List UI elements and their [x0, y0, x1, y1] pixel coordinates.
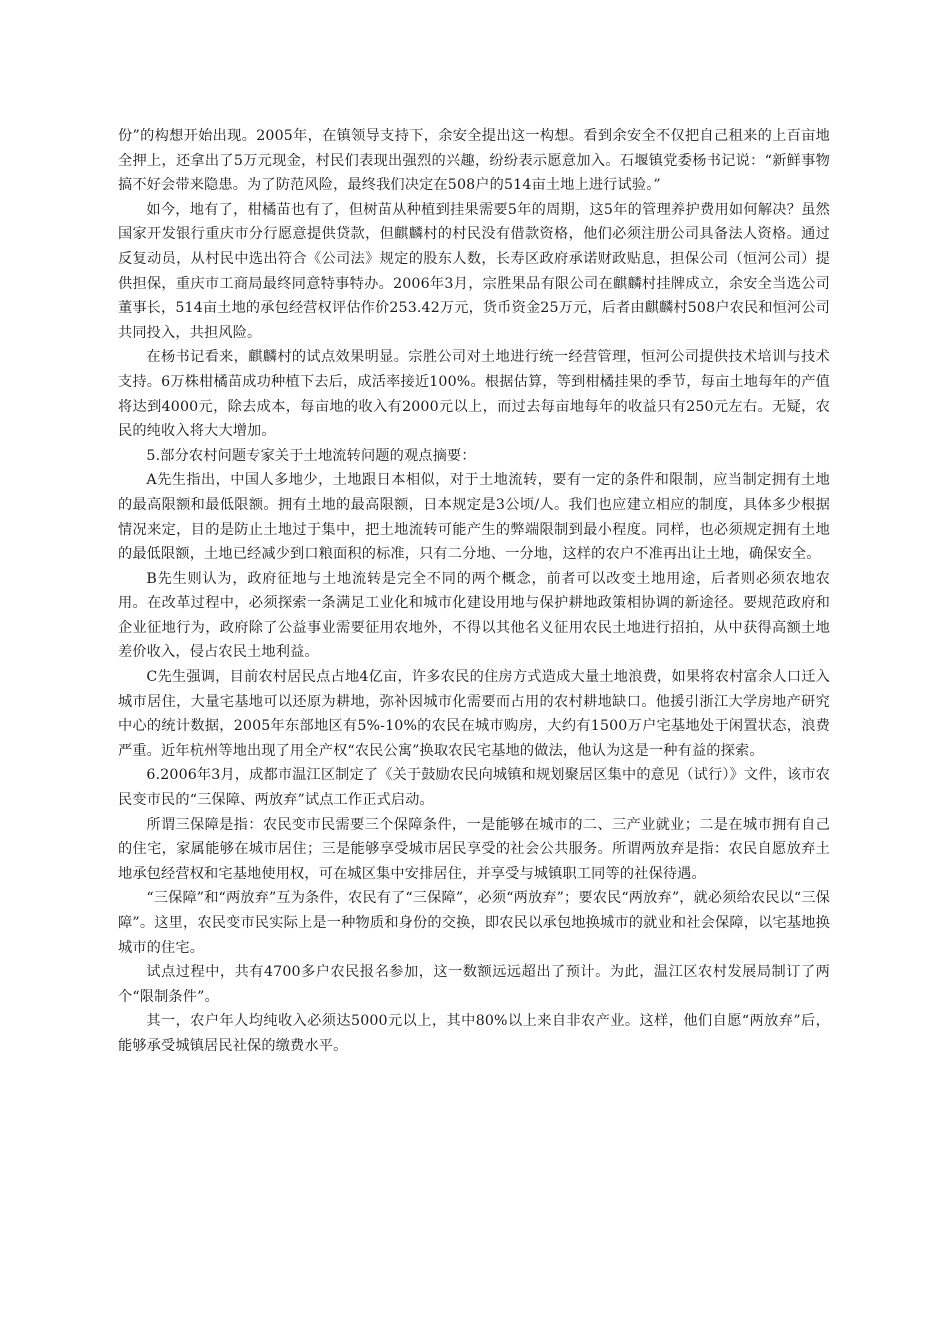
- paragraph: 6.2006年3月，成都市温江区制定了《关于鼓励农民向城镇和规划聚居区集中的意见（试行）》文件，该市农民变市民的“三保障、两放弃”试点工作正式启动。: [118, 767, 830, 809]
- paragraph: B先生则认为，政府征地与土地流转是完全不同的两个概念，前者可以改变土地用途，后者则必须农地农用。在改革过程中，必须探索一条满足工业化和城市化建设用地与保护耕地政策相协调的新途径。要规范政府和企业征地行为，政府除了公益事业需要征用农地外，不得以其他名义征用农民土地进行招拍，从中获得高额土地差价收入，侵占农民土地利益。: [118, 570, 830, 661]
- paragraph: A先生指出，中国人多地少，土地跟日本相似，对于土地流转，要有一定的条件和限制，应当制定拥有土地的最高限额和最低限额。拥有土地的最高限额，日本规定是3公顷/人。我们也应建立相应的制度，具体多少根据情况来定，目的是防止土地过于集中，把土地流转可能产生的弊端限制到最小程度。同样，也必须规定拥有土地的最低限额，土地已经减少到口粮面积的标准，只有二分地、一分地，这样的农户不准再出让土地，确保安全。: [118, 472, 830, 563]
- paragraph: 份”的构想开始出现。2005年，在镇领导支持下，余安全提出这一构想。看到余安全不仅把自己租来的上百亩地全押上，还拿出了5万元现金，村民们表现出强烈的兴趣，纷纷表示愿意加入。石堰镇党委杨书记说：“新鲜事物搞不好会带来隐患。为了防范风险，最终我们决定在508户的514亩土地上进行试验。”: [118, 128, 830, 194]
- paragraph: 5.部分农村问题专家关于土地流转问题的观点摘要：: [146, 447, 476, 464]
- paragraph: “三保障”和“两放弃”互为条件，农民有了“三保障”，必须“两放弃”；要农民“两放弃”，就必须给农民以“三保障”。这里，农民变市民实际上是一种物质和身份的交换，即农民以承包地换城市的就业和社会保障，以宅基地换城市的住宅。: [118, 890, 831, 956]
- paragraph: 在杨书记看来，麒麟村的试点效果明显。宗胜公司对土地进行统一经营管理，恒河公司提供技术培训与技术支持。6万株柑橘苗成功种植下去后，成活率接近100%。根据估算，等到柑橘挂果的季节，每亩土地每年的产值将达到4000元，除去成本，每亩地的收入有2000元以上，而过去每亩地每年的收益只有250元左右。无疑，农民的纯收入将大大增加。: [118, 349, 830, 440]
- paragraph: 所谓三保障是指：农民变市民需要三个保障条件，一是能够在城市的二、三产业就业；二是在城市拥有自己的住宅，家属能够在城市居住；三是能够享受城市居民享受的社会公共服务。所谓两放弃是指：农民自愿放弃土地承包经营权和宅基地使用权，可在城区集中安排居住，并享受与城镇职工同等的社保待遇。: [118, 816, 830, 882]
- paragraph: C先生强调，目前农村居民点占地4亿亩，许多农民的住房方式造成大量土地浪费，如果将农村富余人口迁入城市居住，大量宅基地可以还原为耕地，弥补因城市化需要而占用的农村耕地缺口。他援引浙江大学房地产研究中心的统计数据，2005年东部地区有5%-10%的农民在城市购房，大约有1500万户宅基地处于闲置状态，浪费严重。近年杭州等地出现了用全产权“农民公寓”换取农民宅基地的做法，他认为这是一种有益的探索。: [118, 669, 830, 759]
- document-body: [118, 124, 830, 1059]
- paragraph: 其一，农户年人均纯收入必须达5000元以上，其中80%以上来自非农产业。这样，他们自愿“两放弃”后，能够承受城镇居民社保的缴费水平。: [118, 1013, 830, 1054]
- paragraph: 试点过程中，共有4700多户农民报名参加，这一数额远远超出了预计。为此，温江区农村发展局制订了两个“限制条件”。: [118, 964, 830, 1005]
- paragraph: 如今，地有了，柑橘苗也有了，但树苗从种植到挂果需要5年的周期，这5年的管理养护费用如何解决？虽然国家开发银行重庆市分行愿意提供贷款，但麒麟村的村民没有借款资格，他们必须注册公司具备法人资格。通过反复动员，从村民中选出符合《公司法》规定的股东人数，长寿区政府承诺财政贴息，担保公司（恒河公司）提供担保，重庆市工商局最终同意特事特办。2006年3月，宗胜果品有限公司在麒麟村挂牌成立，余安全当选公司董事长，514亩土地的承包经营权评估作价253.42万元，货币资金25万元，后者由麒麟村508户农民和恒河公司共同投入，共担风险。: [118, 201, 830, 341]
